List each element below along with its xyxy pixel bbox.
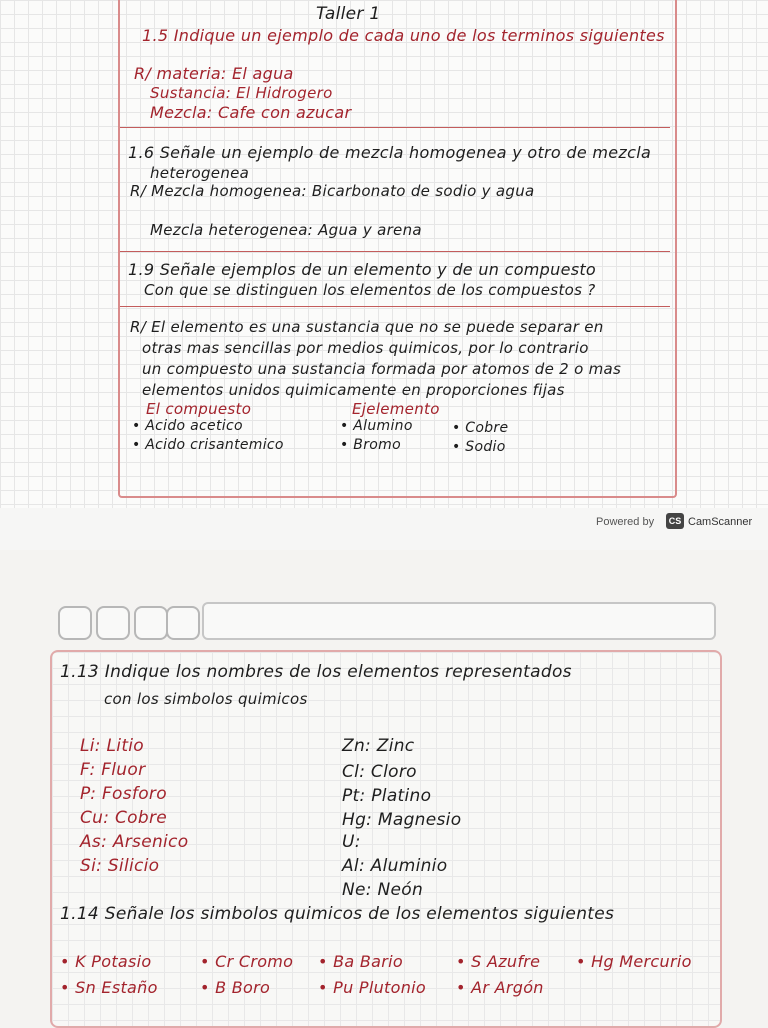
element-symbol-item: Cu: Cobre — [80, 808, 167, 828]
camscanner-logo-icon: CS — [666, 513, 684, 529]
question-1-13-line-2: con los simbolos quimicos — [104, 690, 308, 708]
question-1-6-line-1: 1.6 Señale un ejemplo de mezcla homogenea y otro de mezcla — [128, 143, 652, 162]
page-title: Taller 1 — [316, 4, 381, 24]
element-symbol-item: Cl: Cloro — [342, 762, 417, 782]
answer-mezcla-heterogenea: Mezcla heterogenea: Agua y arena — [150, 221, 422, 239]
symbol-answer-item: • Ar Argón — [456, 978, 544, 997]
separator-line — [120, 127, 670, 128]
symbol-answer-item: • Hg Mercurio — [576, 952, 692, 971]
element-symbol-item: Li: Litio — [80, 736, 145, 756]
answer-paragraph-line-1: R/ El elemento es una sustancia que no se puede separar en — [130, 318, 604, 336]
symbol-answer-item: • K Potasio — [60, 952, 152, 971]
symbol-answer-item: • Ba Bario — [318, 952, 403, 971]
question-1-14: 1.14 Señale los simbolos quimicos de los elementos siguientes — [60, 904, 615, 924]
symbol-answer-item: • B Boro — [200, 978, 271, 997]
element-symbol-item: As: Arsenico — [80, 832, 189, 852]
list-item-compuesto: • Acido crisantemico — [132, 437, 284, 453]
notebook-page-1 — [0, 0, 768, 508]
answer-paragraph-line-2: otras mas sencillas por medios quimicos, por lo contrario — [142, 339, 589, 357]
symbol-answer-item: • Cr Cromo — [200, 952, 294, 971]
list-item-elemento: • Bromo — [340, 437, 401, 453]
header-circle — [58, 606, 92, 640]
list-item-compuesto: • Acido acetico — [132, 418, 243, 434]
list-item-elemento: • Alumino — [340, 418, 413, 434]
element-symbol-item: Si: Silicio — [80, 856, 160, 876]
answer-materia: R/ materia: El agua — [134, 64, 294, 83]
element-symbol-item: U: — [342, 832, 361, 852]
column-header-elemento: Ejelemento — [352, 400, 440, 418]
header-circle — [166, 606, 200, 640]
separator-line — [120, 306, 670, 307]
answer-mezcla-homogenea: R/ Mezcla homogenea: Bicarbonato de sodio y agua — [130, 182, 535, 200]
element-symbol-item: F: Fluor — [80, 760, 146, 780]
question-1-5: 1.5 Indique un ejemplo de cada uno de los terminos siguientes — [142, 26, 665, 45]
separator-line — [120, 251, 670, 252]
element-symbol-item: Ne: Neón — [342, 880, 424, 900]
column-header-compuesto: El compuesto — [146, 400, 252, 418]
question-1-6-line-2: heterogenea — [150, 164, 250, 182]
symbol-answer-item: • S Azufre — [456, 952, 541, 971]
element-symbol-item: Pt: Platino — [342, 786, 432, 806]
question-1-9-line-1: 1.9 Señale ejemplos de un elemento y de un compuesto — [128, 260, 597, 279]
element-symbol-item: Hg: Magnesio — [342, 810, 462, 830]
symbol-answer-item: • Pu Plutonio — [318, 978, 426, 997]
scanner-watermark-strip — [0, 508, 768, 550]
answer-sustancia: Sustancia: El Hidrogero — [150, 84, 333, 102]
answer-mezcla: Mezcla: Cafe con azucar — [150, 103, 352, 122]
powered-by-text: Powered by — [596, 516, 655, 528]
question-1-9-line-2: Con que se distinguen los elementos de los compuestos ? — [144, 281, 596, 299]
list-item-elemento: • Cobre — [452, 420, 509, 436]
notebook-page-2 — [0, 550, 768, 1024]
element-symbol-item: Zn: Zinc — [342, 736, 415, 756]
element-symbol-item: P: Fosforo — [80, 784, 167, 804]
symbol-answer-item: • Sn Estaño — [60, 978, 158, 997]
list-item-elemento: • Sodio — [452, 439, 506, 455]
answer-paragraph-line-3: un compuesto una sustancia formada por atomos de 2 o mas — [142, 360, 622, 378]
header-box — [202, 602, 716, 640]
answer-paragraph-line-4: elementos unidos quimicamente en proporciones fijas — [142, 381, 565, 399]
header-circle — [96, 606, 130, 640]
element-symbol-item: Al: Aluminio — [342, 856, 448, 876]
camscanner-brand: CamScanner — [688, 516, 753, 528]
header-circle — [134, 606, 168, 640]
question-1-13-line-1: 1.13 Indique los nombres de los elementos representados — [60, 662, 572, 682]
